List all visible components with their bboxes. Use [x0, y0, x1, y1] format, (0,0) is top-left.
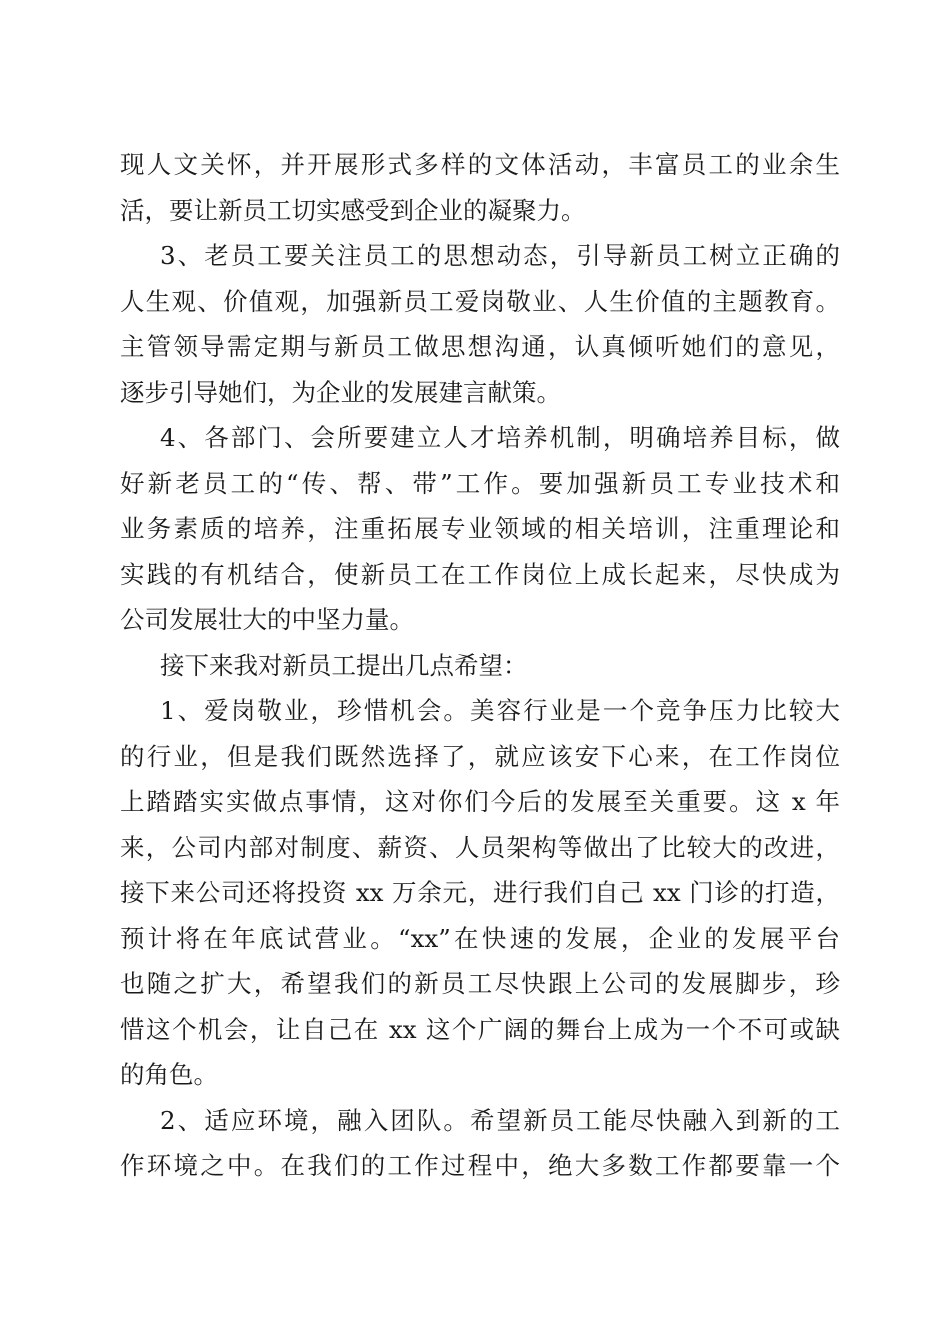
text-line: 的行业，但是我们既然选择了，就应该安下心来，在工作岗位	[120, 741, 840, 771]
text-line: 实践的有机结合，使新员工在工作岗位上成长起来，尽快成为	[120, 559, 840, 589]
paragraph-hopes-intro	[120, 643, 840, 689]
text-line: 人生观、价值观，加强新员工爱岗敬业、人生价值的主题教育。	[120, 286, 840, 316]
text-line: 2、适应环境，融入团队。希望新员工能尽快融入到新的工	[160, 1105, 840, 1135]
text-line: 业务素质的培养，注重拓展专业领域的相关培训，注重理论和	[120, 514, 840, 543]
paragraph-hope-2	[120, 1098, 840, 1189]
paragraph-hope-1	[120, 688, 840, 1098]
text-line: 现人文关怀，并开展形式多样的文体活动，丰富员工的业余生	[120, 150, 840, 179]
text-line: 1、爱岗敬业，珍惜机会。美容行业是一个竞争压力比较大	[160, 696, 840, 725]
text-line: 接下来我对新员工提出几点希望：	[160, 650, 528, 680]
text-line: 接下来公司还将投资 xx 万余元，进行我们自己 xx 门诊的打造，	[120, 878, 840, 907]
text-line: 4、各部门、会所要建立人才培养机制，明确培养目标，做	[160, 423, 840, 452]
document-body	[120, 142, 840, 1189]
paragraph-continuation	[120, 142, 840, 233]
text-line: 公司发展壮大的中坚力量。	[120, 605, 414, 634]
text-line: 上踏踏实实做点事情，这对你们今后的发展至关重要。这 x 年	[120, 787, 840, 816]
text-line: 3、老员工要关注员工的思想动态，引导新员工树立正确的	[160, 241, 840, 270]
paragraph-item-4	[120, 415, 840, 643]
text-line: 惜这个机会，让自己在 xx 这个广阔的舞台上成为一个不可或缺	[120, 1014, 840, 1044]
text-line: 作环境之中。在我们的工作过程中，绝大多数工作都要靠一个	[120, 1151, 840, 1180]
text-line: 也随之扩大，希望我们的新员工尽快跟上公司的发展脚步，珍	[120, 969, 840, 998]
text-line: 主管领导需定期与新员工做思想沟通，认真倾听她们的意见，	[120, 332, 840, 361]
text-line: 好新老员工的“传、帮、带”工作。要加强新员工专业技术和	[120, 468, 840, 498]
text-line: 活，要让新员工切实感受到企业的凝聚力。	[120, 195, 586, 225]
text-line: 预计将在年底试营业。“xx”在快速的发展，企业的发展平台	[120, 923, 840, 953]
text-line: 逐步引导她们，为企业的发展建言献策。	[120, 377, 561, 407]
text-line: 来，公司内部对制度、薪资、人员架构等做出了比较大的改进，	[120, 832, 840, 862]
paragraph-item-3	[120, 233, 840, 415]
text-line: 的角色。	[120, 1060, 218, 1089]
